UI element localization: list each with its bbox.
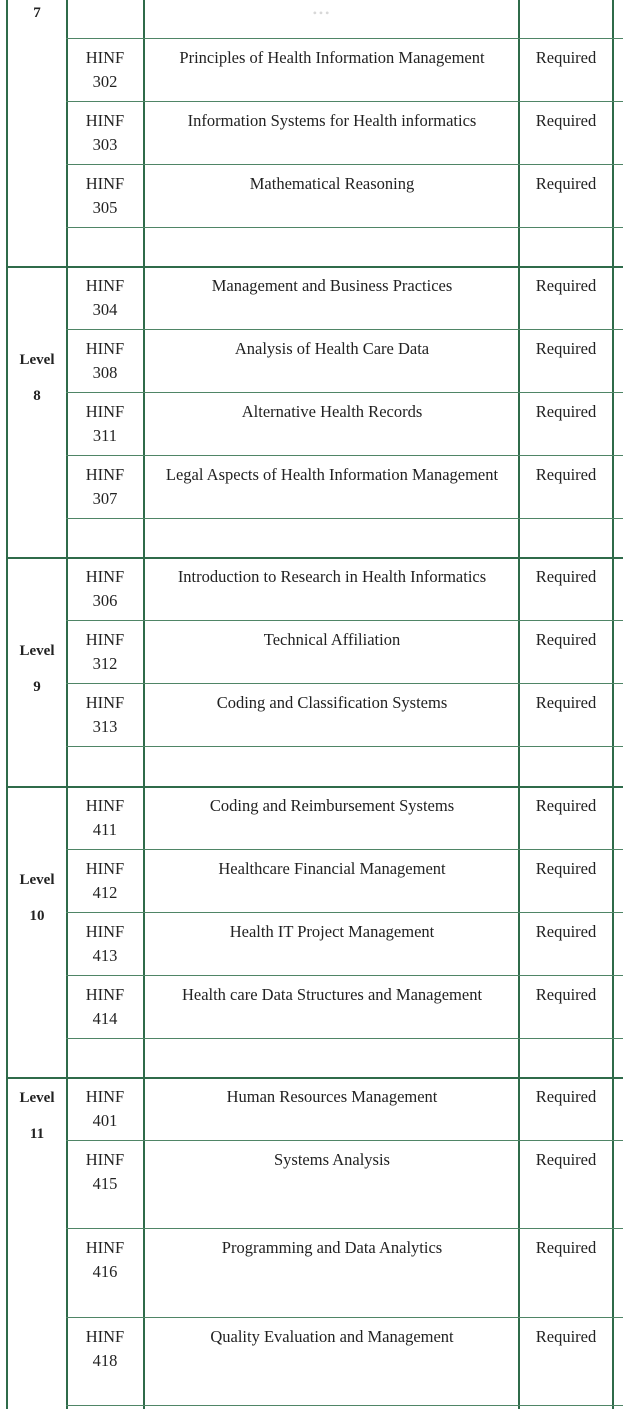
course-status: Required: [535, 1087, 597, 1106]
row-rule: [66, 164, 623, 165]
level-label: [8, 1080, 66, 1152]
course-code: [68, 628, 142, 676]
course-prefix: HINF: [85, 985, 125, 1004]
course-code: [68, 1325, 142, 1373]
course-name: Systems Analysis: [274, 1150, 390, 1169]
course-name: Mathematical Reasoning: [249, 174, 415, 193]
level-separator: [6, 1077, 623, 1079]
course-code: [68, 109, 142, 157]
course-number: 302: [92, 72, 118, 91]
course-name: Health IT Project Management: [229, 922, 435, 941]
column-rule: [612, 0, 614, 1409]
course-status: Required: [535, 796, 597, 815]
course-number: 311: [92, 426, 118, 445]
level-number: 8: [33, 388, 41, 404]
course-number: 303: [92, 135, 118, 154]
course-code: [68, 172, 142, 220]
course-status: Required: [535, 693, 597, 712]
level-label: [8, 862, 66, 934]
row-rule: [66, 392, 623, 393]
course-name: Alternative Health Records: [241, 402, 423, 421]
course-prefix: HINF: [85, 1238, 125, 1257]
course-number: 412: [92, 883, 118, 902]
course-prefix: HINF: [85, 339, 125, 358]
course-number: 306: [92, 591, 118, 610]
row-rule: [66, 975, 623, 976]
course-prefix: HINF: [85, 402, 125, 421]
course-code: [68, 1236, 142, 1284]
level-number: 9: [33, 679, 41, 695]
course-code: [68, 920, 142, 968]
course-prefix: HINF: [85, 48, 125, 67]
course-number: 304: [92, 300, 118, 319]
course-code: [68, 337, 142, 385]
course-prefix: HINF: [85, 1327, 125, 1346]
course-name: Programming and Data Analytics: [221, 1238, 443, 1257]
course-status: Required: [535, 985, 597, 1004]
course-name: Health care Data Structures and Management: [181, 985, 483, 1004]
level-separator: [6, 266, 623, 268]
level-word: Level: [19, 643, 55, 659]
course-code: [68, 857, 142, 905]
course-number: 312: [92, 654, 118, 673]
row-rule: [66, 849, 623, 850]
course-number: 307: [92, 489, 118, 508]
level-number: 7: [33, 5, 41, 21]
course-status: Required: [535, 402, 597, 421]
course-prefix: HINF: [85, 1150, 125, 1169]
course-code: [68, 691, 142, 739]
course-code: [68, 1085, 142, 1133]
level-word: Level: [19, 352, 55, 368]
course-prefix: HINF: [85, 174, 125, 193]
course-name: Coding and Classification Systems: [216, 693, 448, 712]
row-rule: [66, 1038, 623, 1039]
row-rule: [66, 1140, 623, 1141]
scroll-ellipsis: •••: [312, 6, 332, 20]
level-number: 11: [29, 1126, 45, 1142]
level-label: [8, 633, 66, 705]
row-rule: [66, 38, 623, 39]
course-code: [68, 983, 142, 1031]
course-number: 418: [92, 1351, 118, 1370]
row-rule: [66, 683, 623, 684]
course-status: Required: [535, 465, 597, 484]
course-code: [68, 1148, 142, 1196]
course-code: [68, 463, 142, 511]
course-status: Required: [535, 922, 597, 941]
course-code: [68, 400, 142, 448]
course-code: [68, 794, 142, 842]
level-label: [8, 342, 66, 414]
row-rule: [66, 620, 623, 621]
column-rule: [143, 0, 145, 1409]
course-name: Introduction to Research in Health Informatics: [177, 567, 487, 586]
course-prefix: HINF: [85, 276, 125, 295]
course-number: 413: [92, 946, 118, 965]
level-label: [8, 0, 66, 31]
course-prefix: HINF: [85, 111, 125, 130]
course-status: Required: [535, 567, 597, 586]
level-word: Level: [19, 872, 55, 888]
course-number: 415: [92, 1174, 118, 1193]
course-prefix: HINF: [85, 1087, 125, 1106]
course-code: [68, 565, 142, 613]
row-rule: [66, 912, 623, 913]
row-rule: [66, 518, 623, 519]
level-separator: [6, 557, 623, 559]
course-code: [68, 46, 142, 94]
level-separator: [6, 786, 623, 788]
course-name: Information Systems for Health informatics: [187, 111, 477, 130]
course-prefix: HINF: [85, 567, 125, 586]
course-status: Required: [535, 48, 597, 67]
course-name: Healthcare Financial Management: [218, 859, 446, 878]
course-number: 401: [92, 1111, 118, 1130]
course-name: Technical Affiliation: [263, 630, 401, 649]
course-status: Required: [535, 174, 597, 193]
row-rule: [66, 1228, 623, 1229]
course-prefix: HINF: [85, 796, 125, 815]
level-word: Level: [19, 1090, 55, 1106]
row-rule: [66, 101, 623, 102]
row-rule: [66, 1317, 623, 1318]
course-code: [68, 274, 142, 322]
course-name: Legal Aspects of Health Information Management: [165, 465, 499, 484]
course-number: 313: [92, 717, 118, 736]
row-rule: [66, 746, 623, 747]
course-status: Required: [535, 339, 597, 358]
course-number: 416: [92, 1262, 118, 1281]
course-prefix: HINF: [85, 630, 125, 649]
course-number: 414: [92, 1009, 118, 1028]
course-status: Required: [535, 276, 597, 295]
course-name: Quality Evaluation and Management: [210, 1327, 454, 1346]
course-prefix: HINF: [85, 693, 125, 712]
course-name: Analysis of Health Care Data: [234, 339, 430, 358]
course-name: Principles of Health Information Management: [179, 48, 485, 67]
course-prefix: HINF: [85, 465, 125, 484]
row-rule: [66, 1405, 623, 1406]
row-rule: [66, 227, 623, 228]
course-name: Human Resources Management: [226, 1087, 438, 1106]
course-name: Coding and Reimbursement Systems: [209, 796, 455, 815]
row-rule: [66, 455, 623, 456]
course-status: Required: [535, 1327, 597, 1346]
course-number: 411: [92, 820, 118, 839]
course-status: Required: [535, 859, 597, 878]
level-number: 10: [29, 908, 45, 924]
course-number: 308: [92, 363, 118, 382]
course-status: Required: [535, 1150, 597, 1169]
course-status: Required: [535, 111, 597, 130]
course-prefix: HINF: [85, 859, 125, 878]
course-prefix: HINF: [85, 922, 125, 941]
course-status: Required: [535, 630, 597, 649]
course-number: 305: [92, 198, 118, 217]
row-rule: [66, 329, 623, 330]
course-status: Required: [535, 1238, 597, 1257]
course-name: Management and Business Practices: [211, 276, 453, 295]
